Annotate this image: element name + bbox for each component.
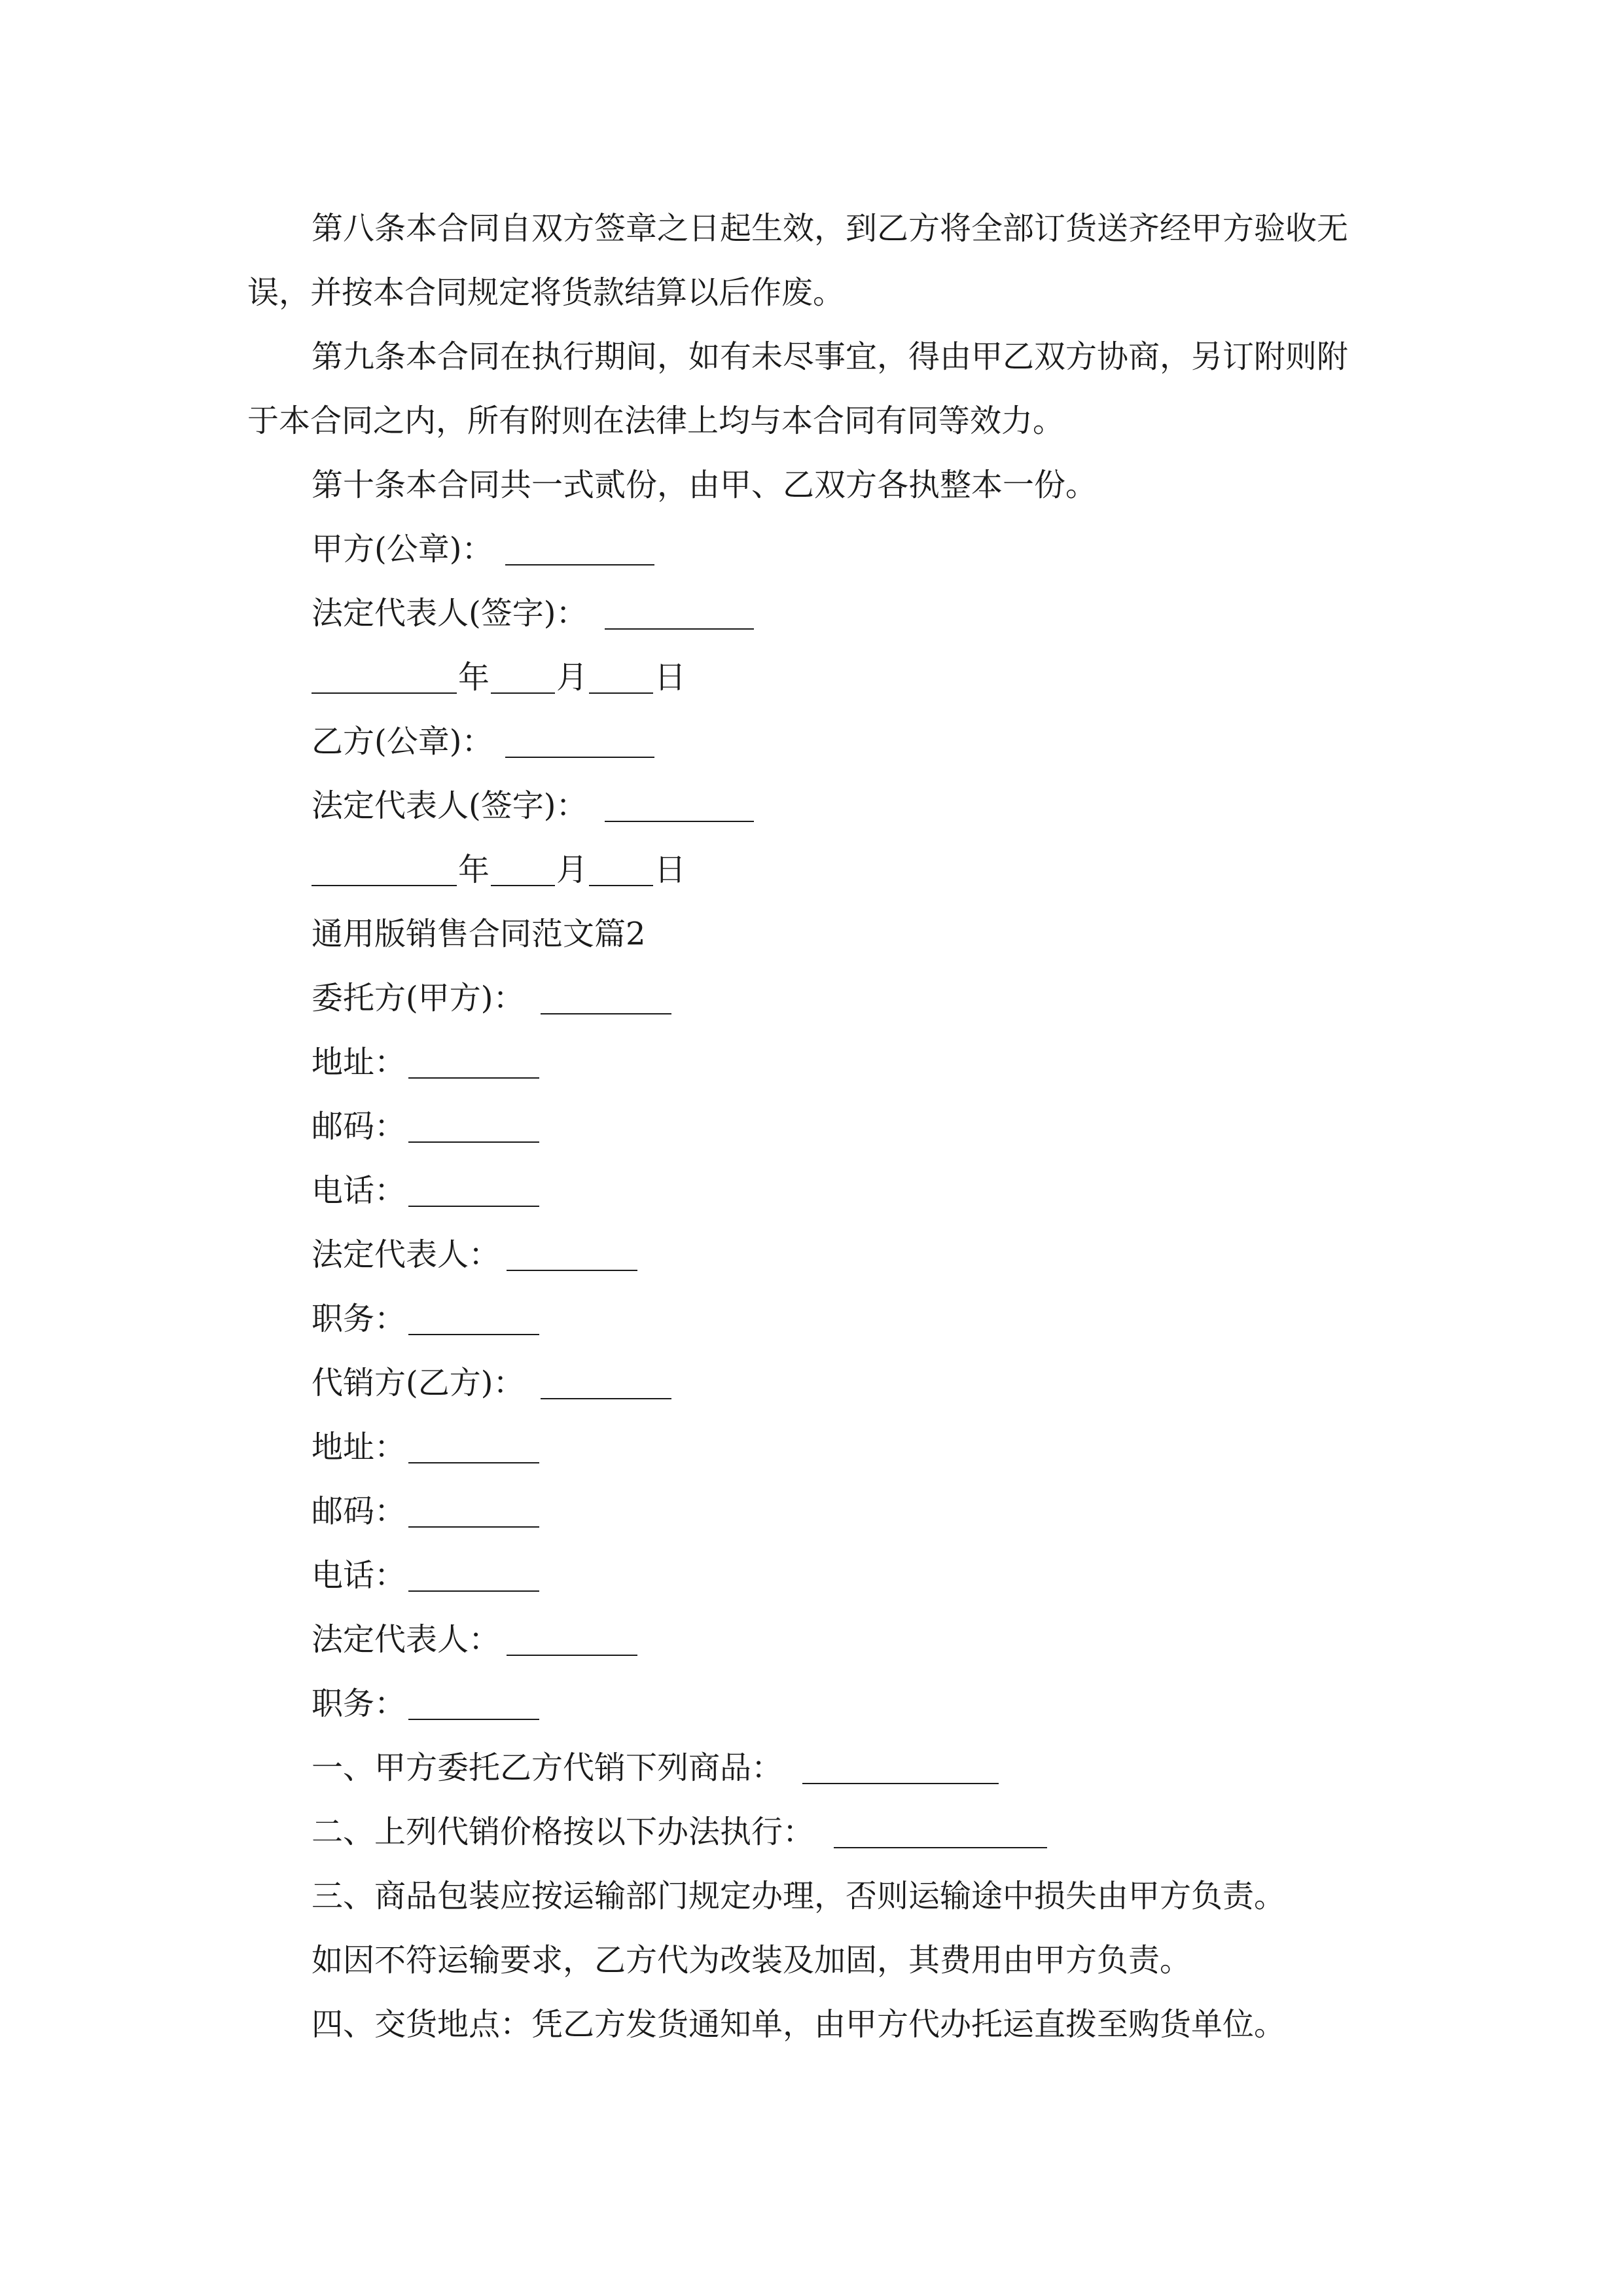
consignor-phone-label: 电话： [312, 1172, 406, 1209]
consignor-row [0, 966, 1623, 1030]
paragraph-article-8-line-1 [0, 196, 1623, 260]
clause-4-text: 四、交货地点：凭乙方发货通知单，由甲方代办托运直拨至购货单位。 [312, 2006, 1286, 2043]
agent-postcode-row [0, 1479, 1623, 1543]
consignor-position-label: 职务： [312, 1300, 406, 1337]
consignor-postcode-blank [408, 1141, 539, 1143]
party-b-rep-row [0, 774, 1623, 838]
consignor-phone-row [0, 1158, 1623, 1223]
agent-label: 代销方(乙方)： [312, 1365, 525, 1401]
party-a-day-blank [589, 692, 653, 694]
agent-address-row [0, 1415, 1623, 1479]
party-b-date-row [0, 838, 1623, 902]
party-a-rep-label: 法定代表人(签字)： [312, 595, 588, 632]
party-b-seal-blank [505, 757, 654, 758]
agent-postcode-label: 邮码： [312, 1493, 406, 1530]
consignor-address-blank [408, 1077, 539, 1079]
article-9-text-1: 第九条本合同在执行期间，如有未尽事宜，得由甲乙双方协商，另订附则附 [312, 338, 1349, 375]
clause-2-row [0, 1800, 1623, 1864]
paragraph-article-9-line-1 [0, 325, 1623, 389]
party-b-seal-row [0, 709, 1623, 774]
party-b-year-blank [312, 885, 457, 886]
clause-2-text: 二、上列代销价格按以下办法执行： [312, 1814, 815, 1850]
clause-1-row [0, 1736, 1623, 1800]
consignor-phone-blank [408, 1206, 539, 1207]
party-b-rep-label: 法定代表人(签字)： [312, 787, 588, 824]
party-a-seal-label: 甲方(公章)： [312, 531, 493, 567]
agent-legal-rep-row [0, 1607, 1623, 1672]
article-9-text-2: 于本合同之内，所有附则在法律上均与本合同有同等效力。 [247, 403, 1065, 439]
party-b-month-label: 月 [556, 852, 588, 888]
paragraph-article-8-line-2 [0, 260, 1623, 325]
clause-1-text: 一、甲方委托乙方代销下列商品： [312, 1749, 783, 1786]
party-a-year-label: 年 [458, 659, 490, 696]
consignor-legal-rep-label: 法定代表人： [312, 1236, 501, 1273]
agent-phone-blank [408, 1590, 539, 1592]
agent-legal-rep-label: 法定代表人： [312, 1621, 501, 1658]
party-b-rep-blank [605, 821, 754, 822]
consignor-postcode-label: 邮码： [312, 1108, 406, 1145]
paragraph-article-10 [0, 453, 1623, 517]
consignor-position-row [0, 1287, 1623, 1351]
consignor-blank [541, 1013, 671, 1014]
party-a-seal-blank [505, 564, 654, 565]
party-b-day-label: 日 [654, 852, 687, 888]
consignor-address-row [0, 1030, 1623, 1094]
agent-position-row [0, 1672, 1623, 1736]
party-a-year-blank [312, 692, 457, 694]
clause-4-row [0, 1992, 1623, 2056]
party-b-month-blank [491, 885, 555, 886]
consignor-legal-rep-blank [507, 1270, 637, 1271]
party-a-date-row [0, 645, 1623, 709]
consignor-legal-rep-row [0, 1223, 1623, 1287]
clause-3-row-2 [0, 1928, 1623, 1992]
article-8-text-1: 第八条本合同自双方签章之日起生效，到乙方将全部订货送齐经甲方验收无 [312, 210, 1349, 247]
party-a-day-label: 日 [654, 659, 687, 696]
section-title: 通用版销售合同范文篇2 [312, 916, 646, 952]
consignor-address-label: 地址： [312, 1044, 406, 1081]
party-a-rep-row [0, 581, 1623, 645]
party-a-rep-blank [605, 628, 754, 630]
party-b-day-blank [589, 885, 653, 886]
agent-address-blank [408, 1462, 539, 1463]
agent-address-label: 地址： [312, 1429, 406, 1465]
consignor-postcode-row [0, 1094, 1623, 1158]
clause-1-blank [802, 1783, 999, 1784]
party-a-month-label: 月 [556, 659, 588, 696]
clause-3-text-1: 三、商品包装应按运输部门规定办理，否则运输途中损失由甲方负责。 [312, 1878, 1286, 1914]
section-title-row [0, 902, 1623, 966]
agent-blank [541, 1398, 671, 1399]
clause-3-row-1 [0, 1864, 1623, 1928]
consignor-position-blank [408, 1334, 539, 1335]
party-b-year-label: 年 [458, 852, 490, 888]
clause-2-blank [834, 1847, 1047, 1848]
article-8-text-2: 误，并按本合同规定将货款结算以后作废。 [247, 274, 845, 311]
article-10-text: 第十条本合同共一式贰份，由甲、乙双方各执整本一份。 [312, 467, 1097, 503]
party-a-seal-row [0, 517, 1623, 581]
agent-position-label: 职务： [312, 1685, 406, 1722]
clause-3-text-2: 如因不符运输要求，乙方代为改装及加固，其费用由甲方负责。 [312, 1942, 1192, 1979]
agent-phone-label: 电话： [312, 1557, 406, 1594]
agent-legal-rep-blank [507, 1655, 637, 1656]
paragraph-article-9-line-2 [0, 389, 1623, 453]
agent-row [0, 1351, 1623, 1415]
agent-phone-row [0, 1543, 1623, 1607]
agent-position-blank [408, 1719, 539, 1720]
consignor-label: 委托方(甲方)： [312, 980, 525, 1016]
party-a-month-blank [491, 692, 555, 694]
party-b-seal-label: 乙方(公章)： [312, 723, 493, 760]
agent-postcode-blank [408, 1526, 539, 1528]
